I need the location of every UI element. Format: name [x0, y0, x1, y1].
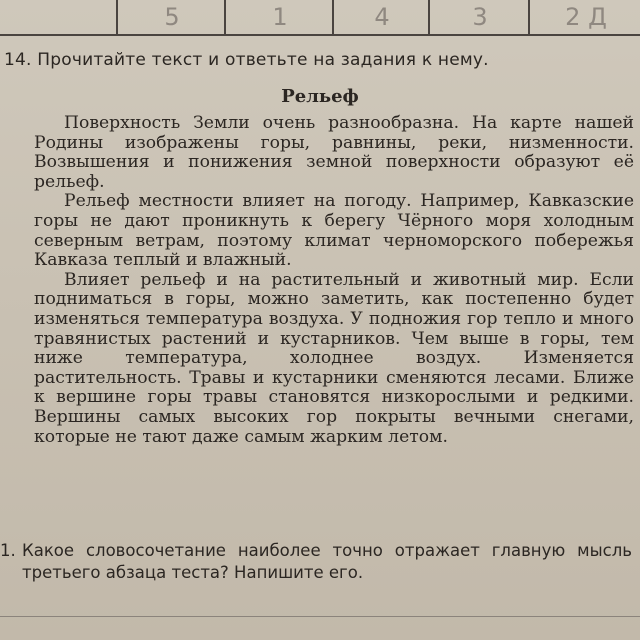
answer-line[interactable]	[0, 616, 640, 617]
text-body	[34, 114, 634, 447]
table-header-fragment: Д	[588, 3, 607, 31]
table-cell-5	[528, 0, 640, 34]
paragraph-2: Рельеф местности влияет на погоду. Например, Кавказские горы не дают проникнуть к берегу Чёрного моря холодным северным ветрам, поэтому климат черноморского побережья Кавказа теплый и влажный.	[34, 191, 634, 271]
table-cell-3: 4	[332, 0, 430, 34]
answer-table	[0, 0, 640, 36]
table-cell-2: 1	[224, 0, 334, 34]
table-cell-5-value: 2	[565, 3, 581, 31]
table-cell-blank	[0, 0, 118, 34]
question-text: Какое словосочетание наиболее точно отражает главную мысль третьего абзаца теста? Напишите его.	[22, 541, 632, 582]
task-number: 14.	[4, 50, 32, 70]
task-instruction: Прочитайте текст и ответьте на задания к нему.	[37, 50, 489, 70]
task-heading	[4, 50, 489, 70]
text-title: Рельеф	[281, 86, 359, 107]
table-cell-4: 3	[428, 0, 530, 34]
question-number: 1.	[0, 541, 16, 560]
table-cell-1: 5	[116, 0, 226, 34]
paragraph-3: Влияет рельеф и на растительный и животный мир. Если подниматься в горы, можно заметить, как постепенно будет изменяться температура воздуха. У подножия гор тепло и много травянистых растений и кустарников. Чем выше в горы, тем ниже температура, холоднее воздух. Изменяется растительность. Травы и кустарники сменяются лесами. Ближе к вершине горы травы становятся низкорослыми и редкими. Вершины самых высоких гор покрыты вечными снегами, которые не тают даже самым жарким летом.	[34, 269, 634, 447]
paragraph-1: Поверхность Земли очень разнообразна. На карте нашей Родины изображены горы, равнины, реки, низменности. Возвышения и понижения земной поверхности образуют её рельеф.	[34, 113, 634, 192]
